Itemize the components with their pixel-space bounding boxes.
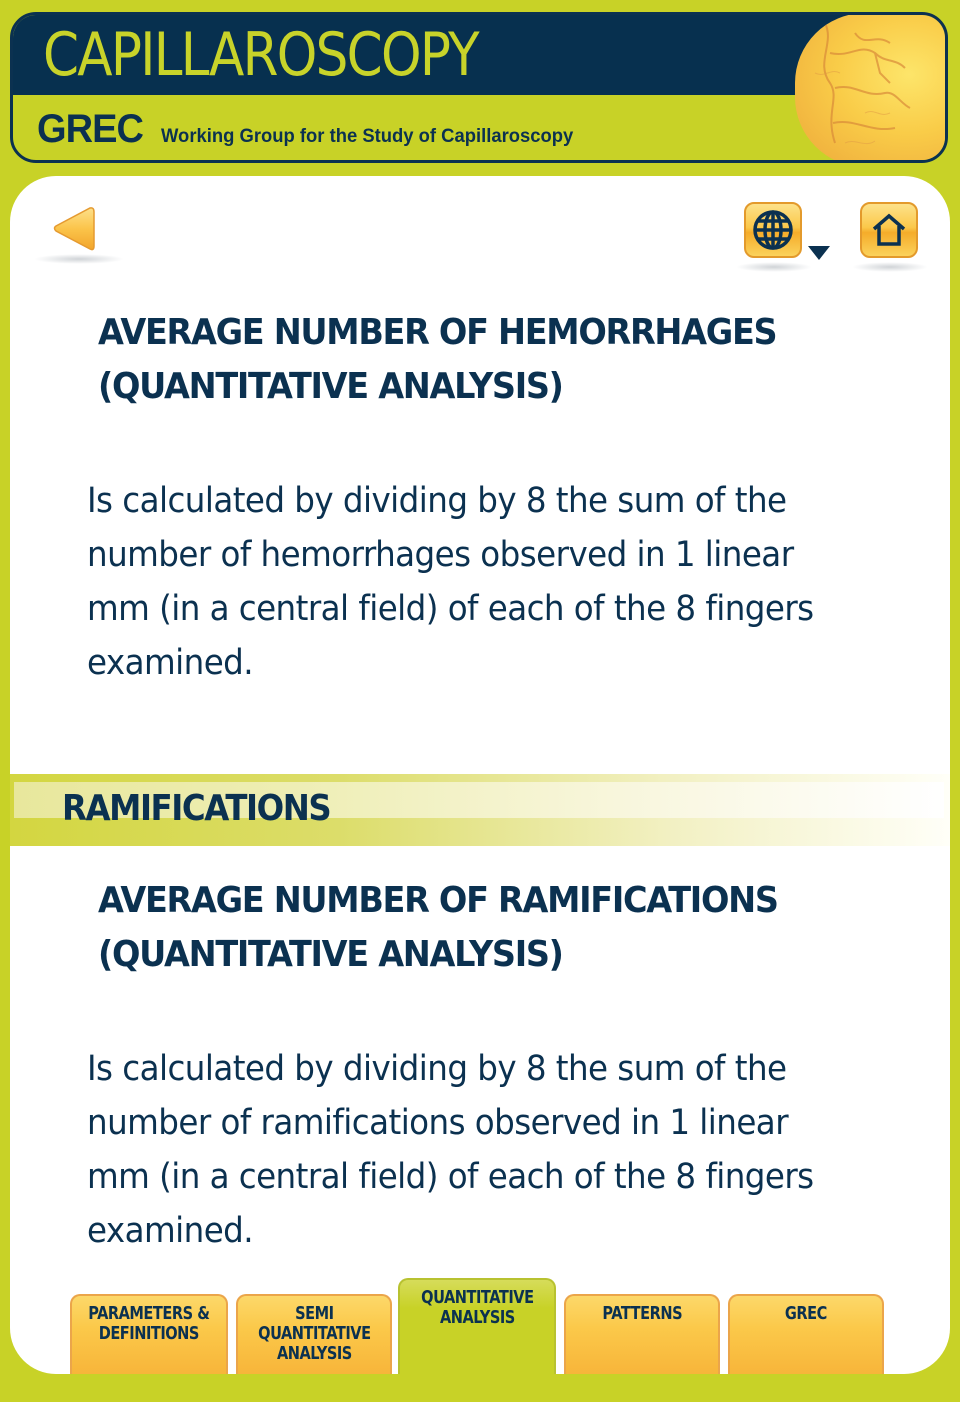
section-band-ramifications <box>10 774 950 846</box>
home-button-shadow <box>852 262 928 272</box>
capillary-image <box>795 13 947 163</box>
org-line <box>37 107 586 151</box>
heading-line: (QUANTITATIVE ANALYSIS) <box>98 934 563 975</box>
globe-icon <box>751 208 795 252</box>
tab-label: QUANTITATIVE <box>257 1323 371 1344</box>
home-icon <box>869 210 909 250</box>
text-line: examined. <box>87 643 254 683</box>
tab-label: SEMI <box>294 1303 334 1324</box>
heading-line: (QUANTITATIVE ANALYSIS) <box>98 366 563 407</box>
tab-parameters-definitions[interactable] <box>70 1294 228 1374</box>
text-line: number of ramifications observed in 1 linear <box>87 1103 789 1143</box>
app-title: CAPILLAROSCOPY <box>43 20 478 90</box>
org-logo: GREC <box>37 107 143 151</box>
back-button-shadow <box>34 254 124 264</box>
tab-semi-quantitative-analysis[interactable] <box>236 1294 392 1374</box>
text-line: examined. <box>87 1211 254 1251</box>
tab-label: PARAMETERS & <box>88 1303 210 1324</box>
text-line: Is calculated by dividing by 8 the sum of the <box>87 481 787 521</box>
text-line: mm (in a central field) of each of the 8 fingers <box>87 589 814 629</box>
hemorrhages-description <box>87 474 850 690</box>
language-button[interactable] <box>744 202 802 258</box>
back-triangle-icon <box>46 202 106 262</box>
tab-label: ANALYSIS <box>439 1307 515 1328</box>
tab-grec[interactable] <box>728 1294 884 1374</box>
back-button[interactable] <box>46 202 106 262</box>
section-title: RAMIFICATIONS <box>62 788 331 829</box>
tab-label: GREC <box>785 1303 827 1324</box>
hemorrhages-heading <box>98 306 823 414</box>
tab-quantitative-analysis[interactable] <box>398 1278 556 1374</box>
text-line: mm (in a central field) of each of the 8 fingers <box>87 1157 814 1197</box>
language-button-shadow <box>736 262 812 272</box>
text-line: Is calculated by dividing by 8 the sum of the <box>87 1049 787 1089</box>
org-subtitle: Working Group for the Study of Capillaroscopy <box>160 126 573 147</box>
heading-line: AVERAGE NUMBER OF HEMORRHAGES <box>98 312 777 353</box>
tab-label: PATTERNS <box>602 1303 682 1324</box>
home-button[interactable] <box>860 202 918 258</box>
tab-label: ANALYSIS <box>276 1343 352 1364</box>
ramifications-description <box>87 1042 850 1258</box>
app-header <box>10 12 948 163</box>
ramifications-heading <box>98 874 823 982</box>
tab-patterns[interactable] <box>564 1294 720 1374</box>
tab-label: DEFINITIONS <box>98 1323 200 1344</box>
content-panel <box>10 176 950 1374</box>
heading-line: AVERAGE NUMBER OF RAMIFICATIONS <box>98 880 778 921</box>
tab-label: QUANTITATIVE <box>420 1287 534 1308</box>
caret-down-icon[interactable] <box>808 246 830 260</box>
text-line: number of hemorrhages observed in 1 linear <box>87 535 794 575</box>
